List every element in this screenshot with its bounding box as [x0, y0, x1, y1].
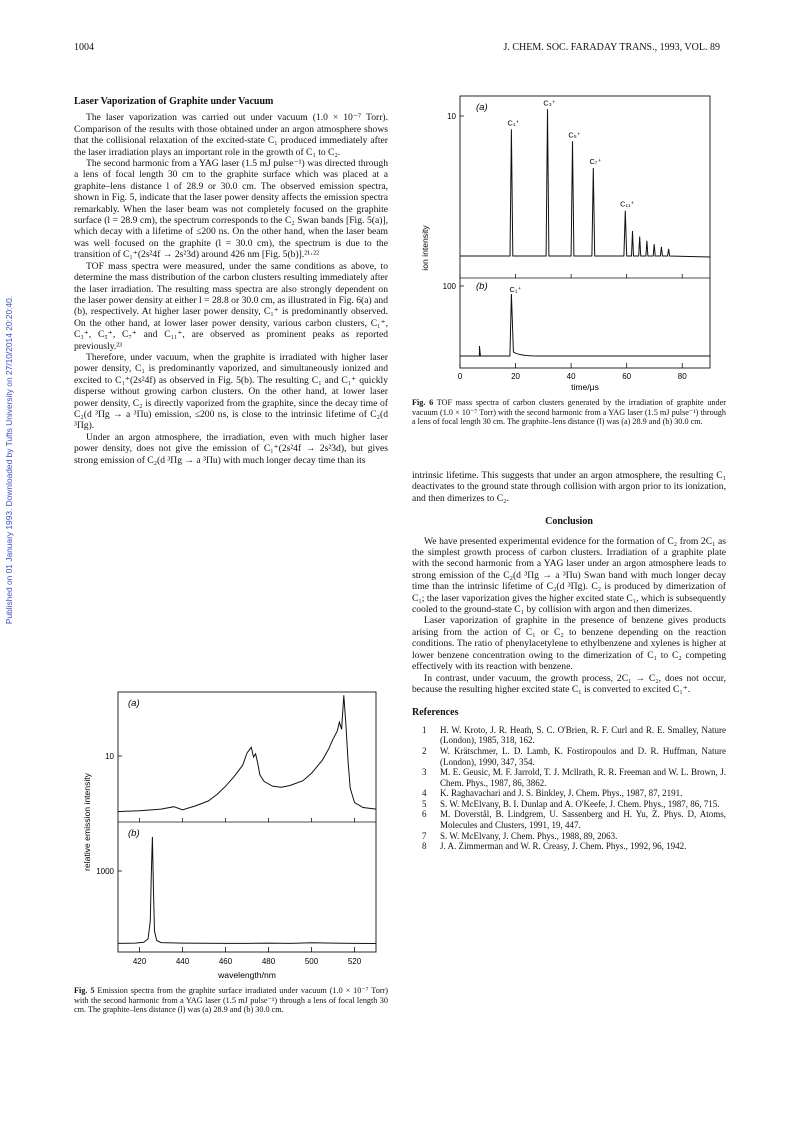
download-stamp	[2, 270, 16, 650]
reference-number: 1	[422, 724, 427, 735]
fig6-xtick-label: 60	[622, 372, 632, 381]
fig5-ytick-a: 10	[105, 752, 114, 761]
fig6-panel-b-label: (b)	[476, 281, 488, 292]
reference-text: K. Raghavachari and J. S. Binkley, J. Chem. Phys., 1987, 87, 2191.	[440, 788, 683, 799]
reference-number: 6	[422, 809, 427, 820]
paragraph: TOF mass spectra were measured, under the same conditions as above, to determine the mass distribution of the carbon clusters resulting immediately after the laser irradiation. The resulting mass spectra are also strongly dependent on the laser power density at either l = 28.8 or 30.0 cm, as illustrated in Fig. 6(a) and (b), respectively. At higher laser power density, C₁⁺ is predominantly observed. On the other hand, at lower laser power density, various carbon clusters, C₁⁺, C₃⁺, C₅⁺, C₇⁺ and C₁₁⁺, are observed as prominent peaks as reported previously.²³	[74, 260, 388, 352]
reference-item	[412, 809, 726, 830]
fig6-xtick-label: 0	[457, 372, 463, 381]
reference-number: 3	[422, 767, 427, 778]
fig6-panel-a-label: (a)	[476, 102, 488, 113]
fig6-xtick-label: 80	[677, 372, 687, 381]
fig6-peak-label: C₁⁺	[509, 285, 522, 294]
fig5-xtick-label: 460	[218, 957, 233, 966]
download-stamp-text: Published on 01 January 1993. Downloaded by Tufts University on 27/10/2014 20:20:40.	[4, 295, 14, 625]
right-column	[412, 470, 726, 852]
fig5-series-a	[118, 695, 376, 811]
reference-text: H. W. Kroto, J. R. Heath, S. C. O'Brien, R. F. Curl and R. E. Smalley, Nature (London), 1985, 318, 162.	[440, 724, 726, 746]
fig5-panel-a-label: (a)	[128, 698, 140, 709]
reference-text: S. W. McElvany, B. I. Dunlap and A. O'Keefe, J. Chem. Phys., 1987, 86, 715.	[440, 798, 720, 809]
journal-running-head: J. CHEM. SOC. FARADAY TRANS., 1993, VOL. 89	[503, 42, 720, 53]
paragraph: Laser vaporization of graphite in the presence of benzene gives products arising from the action of C₁ or C₂ to benzene depending on the reaction conditions. The ratio of phenylacetylene to ethylbenzene and xylenes is higher at lower benzene concentration owing to the dimerization of C₁ to C₂ competing effectively with its reaction with benzene.	[412, 615, 726, 673]
fig5-panel-b-label: (b)	[128, 828, 140, 839]
reference-number: 2	[422, 745, 427, 756]
reference-item	[412, 746, 726, 767]
fig6-peak-label: C₁⁺	[507, 118, 520, 128]
paragraph: In contrast, under vacuum, the growth process, 2C₁ → C₂, does not occur, because the resulting higher excited state C₁ is converted to excited C₁⁺.	[412, 672, 726, 695]
fig5-xtick-label: 440	[175, 957, 190, 966]
fig6-series-b	[460, 294, 710, 356]
fig6-ytick-a: 10	[447, 112, 456, 121]
fig5-series-b	[118, 837, 376, 944]
fig6-peak-label: C₁₁⁺	[620, 199, 635, 209]
fig5-xtick-label: 520	[347, 957, 362, 966]
references-list	[412, 725, 726, 852]
fig6-peak-label: C₅⁺	[568, 130, 581, 140]
reference-text: J. A. Zimmerman and W. R. Creasy, J. Chem. Phys., 1992, 96, 1942.	[440, 841, 687, 852]
paragraph: The second harmonic from a YAG laser (1.5 mJ pulse⁻¹) was directed through a lens of focal length 30 cm to the graphite surface which was placed at a graphite–lens distance l of 28.9 or 30.0 cm. The observed emission spectra, shown in Fig. 5, indicate that the laser power density affects the emission spectra remarkably. When the laser beam was not completely focused on the graphite surface (l = 28.9 cm), the spectrum corresponds to the C₂ Swan bands [Fig. 5(a)], which decay with a lifetime of ≤200 ns. On the other hand, when the laser beam was well focused on the graphite (l = 30.0 cm), the spectrum is due to the transition of C₁⁺(2s²4f → 2s²3d) around 426 nm [Fig. 5(b)].²¹·²²	[74, 158, 388, 261]
fig6-caption	[412, 398, 726, 427]
fig5-xtick-label: 420	[132, 957, 147, 966]
fig5-ylabel: relative emission intensity	[82, 773, 92, 871]
fig5-caption	[74, 986, 388, 1015]
reference-item	[412, 767, 726, 788]
reference-item	[412, 799, 726, 810]
fig5-caption-label: Fig. 5	[74, 986, 95, 995]
conclusion-title: Conclusion	[545, 516, 593, 528]
reference-item	[412, 788, 726, 799]
reference-text: W. Krätschmer, L. D. Lamb, K. Fostiropoulos and D. R. Huffman, Nature (London), 1990, 347, 354.	[440, 745, 726, 767]
fig6-xlabel: time/μs	[571, 382, 599, 392]
reference-item	[412, 841, 726, 852]
fig6-xtick-label: 40	[566, 372, 576, 381]
fig5-emission-chart	[74, 688, 394, 984]
paragraph: Therefore, under vacuum, when the graphite is irradiated with higher laser power density, C₁ is predominantly vaporized, and simultaneously ionized and excited to C₁⁺(2s²4f) as observed in Fig. 5(b). The resulting C₁ and C₁⁺ quickly disperse without growing carbon clusters. On the other hand, at lower laser power density, C₂ is directly vaporized from the graphite, since the decay time of C₂(d ³Πg → a ³Πu) emission, ≤200 ns, is close to the intrinsic lifetime of C₂(d ³Πg).	[74, 351, 388, 432]
fig6-tof-chart	[412, 86, 732, 392]
fig6-xtick-label: 20	[511, 372, 521, 381]
reference-number: 8	[422, 841, 427, 852]
page-number: 1004	[74, 42, 94, 53]
section-title: Laser Vaporization of Graphite under Vacuum	[74, 96, 274, 107]
reference-text: M. Doverstål, B. Lindgrem, U. Sassenberg and H. Yu, Z. Phys. D, Atoms, Molecules and Clusters, 1991, 19, 447.	[440, 809, 726, 831]
paragraph: intrinsic lifetime. This suggests that under an argon atmosphere, the resulting C₁ deactivates to the ground state through collision with argon prior to its ionization, and then dimerizes to C₂.	[412, 470, 726, 504]
fig6-caption-label: Fig. 6	[412, 398, 434, 407]
fig6-frame	[460, 96, 710, 368]
fig6-series-a	[460, 109, 710, 257]
fig6-ytick-b: 100	[442, 282, 456, 291]
fig5-ytick-b: 1000	[96, 867, 114, 876]
paragraph: We have presented experimental evidence for the formation of C₂ from 2C₁ as the simplest growth process of carbon clusters. Irradiation of a graphite plate with the second harmonic from a YAG laser under an argon atmosphere leads to strong emission of the C₂(d ³Πg → a ³Πu) Swan band with much longer decay time than the intrinsic lifetime of C₂(d ³Πg). C₂ is produced by dimerization of C₁; the laser vaporization gives the higher excited state C₁, which is subsequently cooled to the ground-state C₁ by collision with argon and then dimerizes.	[412, 535, 726, 616]
paragraph: The laser vaporization was carried out under vacuum (1.0 × 10⁻⁷ Torr). Comparison of the results with those obtained under an argon atmosphere shows that the collisional relaxation of the excited-state C₁ produced immediately after the laser irradiation plays an important role in the growth of C₁ to C₂.	[74, 112, 388, 158]
left-column	[74, 96, 388, 466]
reference-item	[412, 831, 726, 842]
reference-item	[412, 725, 726, 746]
fig6-peak-label: C₃⁺	[543, 98, 556, 108]
paragraph: Under an argon atmosphere, the irradiation, even with much higher laser power density, does not give the emission of C₁⁺(2s²4f → 2s²3d), but gives strong emission of C₂(d ³Πg → a ³Πu) with much longer decay time than its	[74, 431, 388, 466]
reference-text: S. W. McElvany, J. Chem. Phys., 1988, 89, 2063.	[440, 830, 618, 841]
fig6-ylabel: ion intensity	[420, 225, 430, 271]
reference-number: 7	[422, 830, 427, 841]
fig6-peak-label: C₇⁺	[589, 157, 602, 166]
fig5-caption-text: Emission spectra from the graphite surface irradiated under vacuum (1.0 × 10⁻⁷ Torr) with the second harmonic from a YAG laser (1.5 mJ pulse⁻¹) through a lens of focal length 30 cm. The graphite–lens distance (l) was (a) 28.9 and (b) 30.0 cm.	[74, 986, 389, 1015]
reference-text: M. E. Geusic, M. F. Jarrold, T. J. Mcllrath, R. R. Freeman and W. L. Brown, J. Chem. Phys., 1987, 86, 3862.	[440, 767, 726, 788]
fig5-xtick-label: 480	[261, 957, 276, 966]
reference-number: 4	[422, 788, 427, 799]
fig5-xtick-label: 500	[304, 957, 319, 966]
reference-number: 5	[422, 798, 427, 809]
fig6-caption-text: TOF mass spectra of carbon clusters generated by the irradiation of graphite under vacuum (1.0 × 10⁻⁷ Torr) with the second harmonic from a YAG laser (1.5 mJ pulse⁻¹) through a lens of focal length 30 cm. The graphite–lens distance (l) was (a) 28.9 and (b) 30.0 cm.	[412, 398, 726, 427]
fig5-xlabel: wavelength/nm	[218, 970, 276, 980]
references-title: References	[412, 707, 459, 719]
